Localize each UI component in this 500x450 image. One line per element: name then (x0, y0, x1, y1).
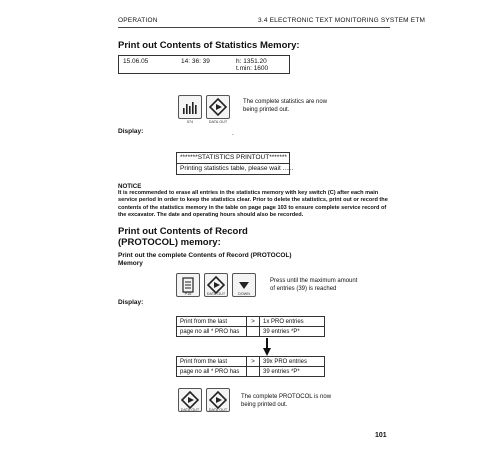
display-hours: h: 1351.20 (236, 58, 267, 65)
display-date: 15.06.05 (123, 58, 149, 65)
display-minutes: t.min: 1600 (236, 65, 269, 72)
key-label: DATA OUT (180, 408, 200, 412)
table-cell: 39 entries *P* (259, 366, 325, 377)
table-cell (246, 366, 260, 377)
display-time: 14: 36: 39 (181, 58, 210, 65)
notice-title: NOTICE (118, 183, 142, 190)
display-line-1: *******STATISTICS PRINTOUT******* (176, 152, 290, 164)
notice-body: It is recommended to erase all entries in the statistics memory with key switch (C) after each main service period in order to keep the statistics clear. Prior to delete the statistics, print out or record the contents of the statistics memory in the table on page page 103 to ensure complete service record of the excavator. The date and operating hours should also be recorded. (118, 190, 388, 219)
display-label: Display: (118, 128, 144, 135)
table-cell: 39x PRO entries (259, 356, 325, 367)
running-header-right: 3.4 ELECTRONIC TEXT MONITORING SYSTEM ETM (258, 17, 426, 24)
data-out-key[interactable] (206, 95, 230, 119)
bar-chart-icon (179, 96, 201, 118)
protocol-note: Press until the maximum amount of entries (39) is reached (270, 278, 358, 292)
key-label: P16 (184, 292, 192, 296)
status-display-box (118, 55, 290, 74)
table-cell (246, 326, 260, 337)
table-cell: 1x PRO entries (259, 316, 325, 327)
running-header-left: OPERATION (118, 17, 158, 24)
display-label: Display: (118, 299, 144, 306)
table-cell: > (246, 356, 260, 367)
table-cell: page no all * PRO has (176, 326, 247, 337)
table-cell: > (246, 316, 260, 327)
display-line-2: Printing statistics table, please wait ...... (176, 163, 290, 175)
section-title-statistics: Print out Contents of Statistics Memory: (118, 40, 300, 51)
statistics-key[interactable] (178, 95, 202, 119)
arrow-down-icon (263, 338, 271, 356)
key-label: 574 (186, 120, 194, 124)
section-subtitle-protocol: Print out the complete Contents of Record (PROTOCOL) Memory (118, 252, 292, 267)
table-cell: Print from the last (176, 356, 247, 367)
table-cell: page no all * PRO has (176, 366, 247, 377)
display-dot: . (232, 130, 234, 137)
statistics-note: The complete statistics are now being printed out. (243, 99, 328, 113)
key-label: DATA OUT (208, 120, 228, 124)
key-label: DOWN (237, 292, 251, 296)
table-cell: Print from the last (176, 316, 247, 327)
data-out-icon (207, 96, 229, 118)
header-rule (118, 27, 390, 28)
protocol-final-note: The complete PROTOCOL is now being printed out. (241, 394, 332, 408)
section-title-protocol: Print out Contents of Record (PROTOCOL) memory: (118, 226, 248, 248)
key-label: DATA OUT (208, 408, 228, 412)
page-number: 101 (375, 432, 387, 439)
table-cell: 39 entries *P* (259, 326, 325, 337)
key-label: DATA OUT (206, 292, 226, 296)
